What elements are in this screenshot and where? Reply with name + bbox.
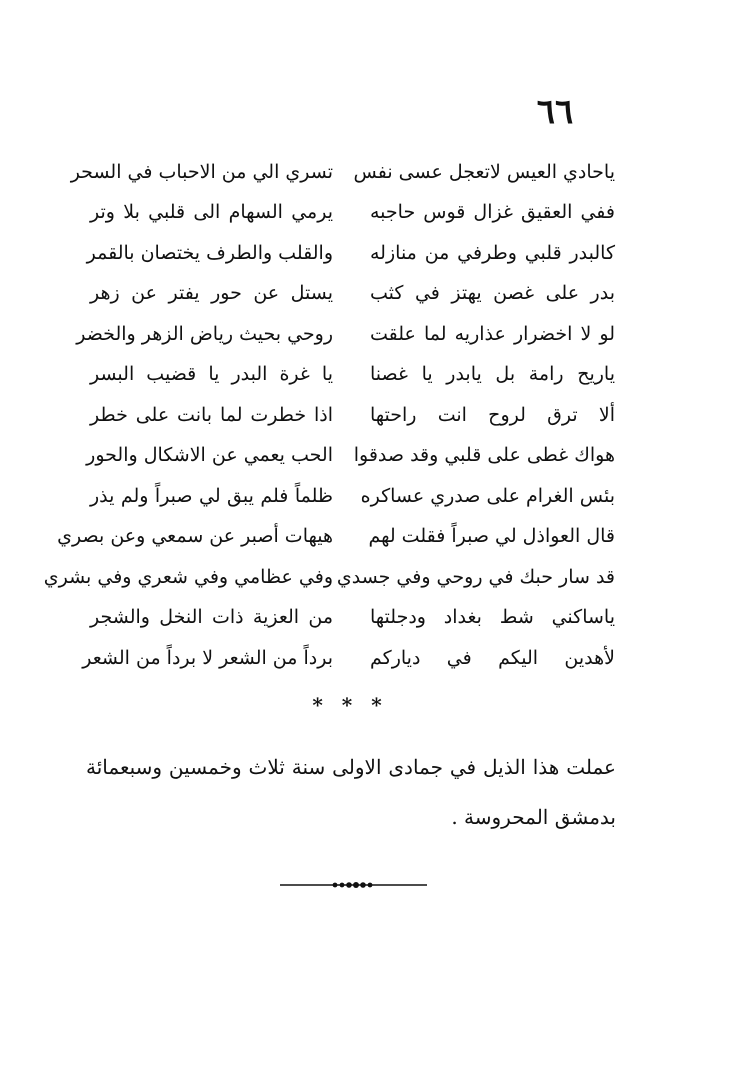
poem-verse (70, 152, 615, 193)
verse-first-hemistich: لأهدين اليكم في دياركم (370, 646, 615, 669)
page-number: ٦٦ (536, 92, 574, 132)
poem-verse (90, 395, 615, 436)
verse-second-hemistich: من العزية ذات النخل والشجر (90, 606, 333, 629)
poem-verse (86, 233, 615, 274)
poem-verse (57, 517, 615, 558)
verse-first-hemistich: ياساكني شط بغداد ودجلتها (370, 606, 615, 629)
poem-verse (90, 476, 615, 517)
verse-first-hemistich: ففي العقيق غزال قوس حاجبه (370, 201, 615, 224)
verse-second-hemistich: تسري الي من الاحباب في السحر (70, 160, 333, 183)
verse-first-hemistich: ياريح رامة بل يابدر يا غصنا (370, 363, 615, 386)
verse-second-hemistich: والقلب والطرف يختصان بالقمر (86, 241, 333, 264)
verse-first-hemistich: قال العواذل لي صبراً فقلت لهم (368, 525, 615, 548)
verse-second-hemistich: ظلماً فلم يبق لي صبراً ولم يذر (90, 484, 333, 507)
verse-first-hemistich: بدر على غصن يهتز في كثب (370, 282, 615, 305)
poem-verse (76, 314, 615, 355)
poem-verse (90, 355, 615, 396)
verse-second-hemistich: يستل عن حور يفتر عن زهر (90, 282, 333, 305)
poem-verse (86, 436, 615, 477)
poem-verse (43, 557, 615, 598)
colophon-line-2: بدمشق المحروسة . (451, 805, 616, 829)
verse-second-hemistich: الحب يعمي عن الاشكال والحور (86, 444, 333, 467)
colophon (86, 742, 616, 842)
verse-first-hemistich: لو لا اخضرار عذاريه لما علقت (370, 322, 615, 345)
verse-second-hemistich: برداً من الشعر لا برداً من الشعر (82, 646, 333, 669)
verse-second-hemistich: يا غرة البدر يا قضيب البسر (90, 363, 333, 386)
section-separator: * * * (312, 693, 388, 717)
verse-second-hemistich: يرمي السهام الى قلبي بلا وتر (90, 201, 333, 224)
verse-second-hemistich: وفي عظامي وفي شعري وفي بشري (43, 565, 333, 588)
verse-first-hemistich: قد سار حبك في روحي وفي جسدي (336, 565, 615, 588)
verse-second-hemistich: هيهات أصبر عن سمعي وعن بصري (57, 525, 333, 548)
colophon-line-1: عملت هذا الذيل في جمادى الاولى سنة ثلاث وخمسين وسبعمائة (86, 755, 616, 779)
poem (43, 152, 615, 679)
verse-first-hemistich: بئس الغرام على صدري عساكره (360, 484, 615, 507)
poem-verse (90, 274, 615, 315)
verse-first-hemistich: ألا ترق لروح انت راحتها (370, 403, 615, 426)
verse-first-hemistich: هواك غطى على قلبي وقد صدقوا (353, 444, 615, 467)
verse-first-hemistich: كالبدر قلبي وطرفي من منازله (370, 241, 615, 264)
poem-verse (82, 638, 615, 679)
verse-first-hemistich: ياحادي العيس لاتعجل عسى نفس (353, 160, 615, 183)
poem-verse (90, 193, 615, 234)
end-ornament (280, 878, 427, 892)
verse-second-hemistich: روحي بحيث رياض الزهر والخضر (76, 322, 333, 345)
poem-verse (90, 598, 615, 639)
verse-second-hemistich: اذا خطرت لما بانت على خطر (90, 403, 333, 426)
